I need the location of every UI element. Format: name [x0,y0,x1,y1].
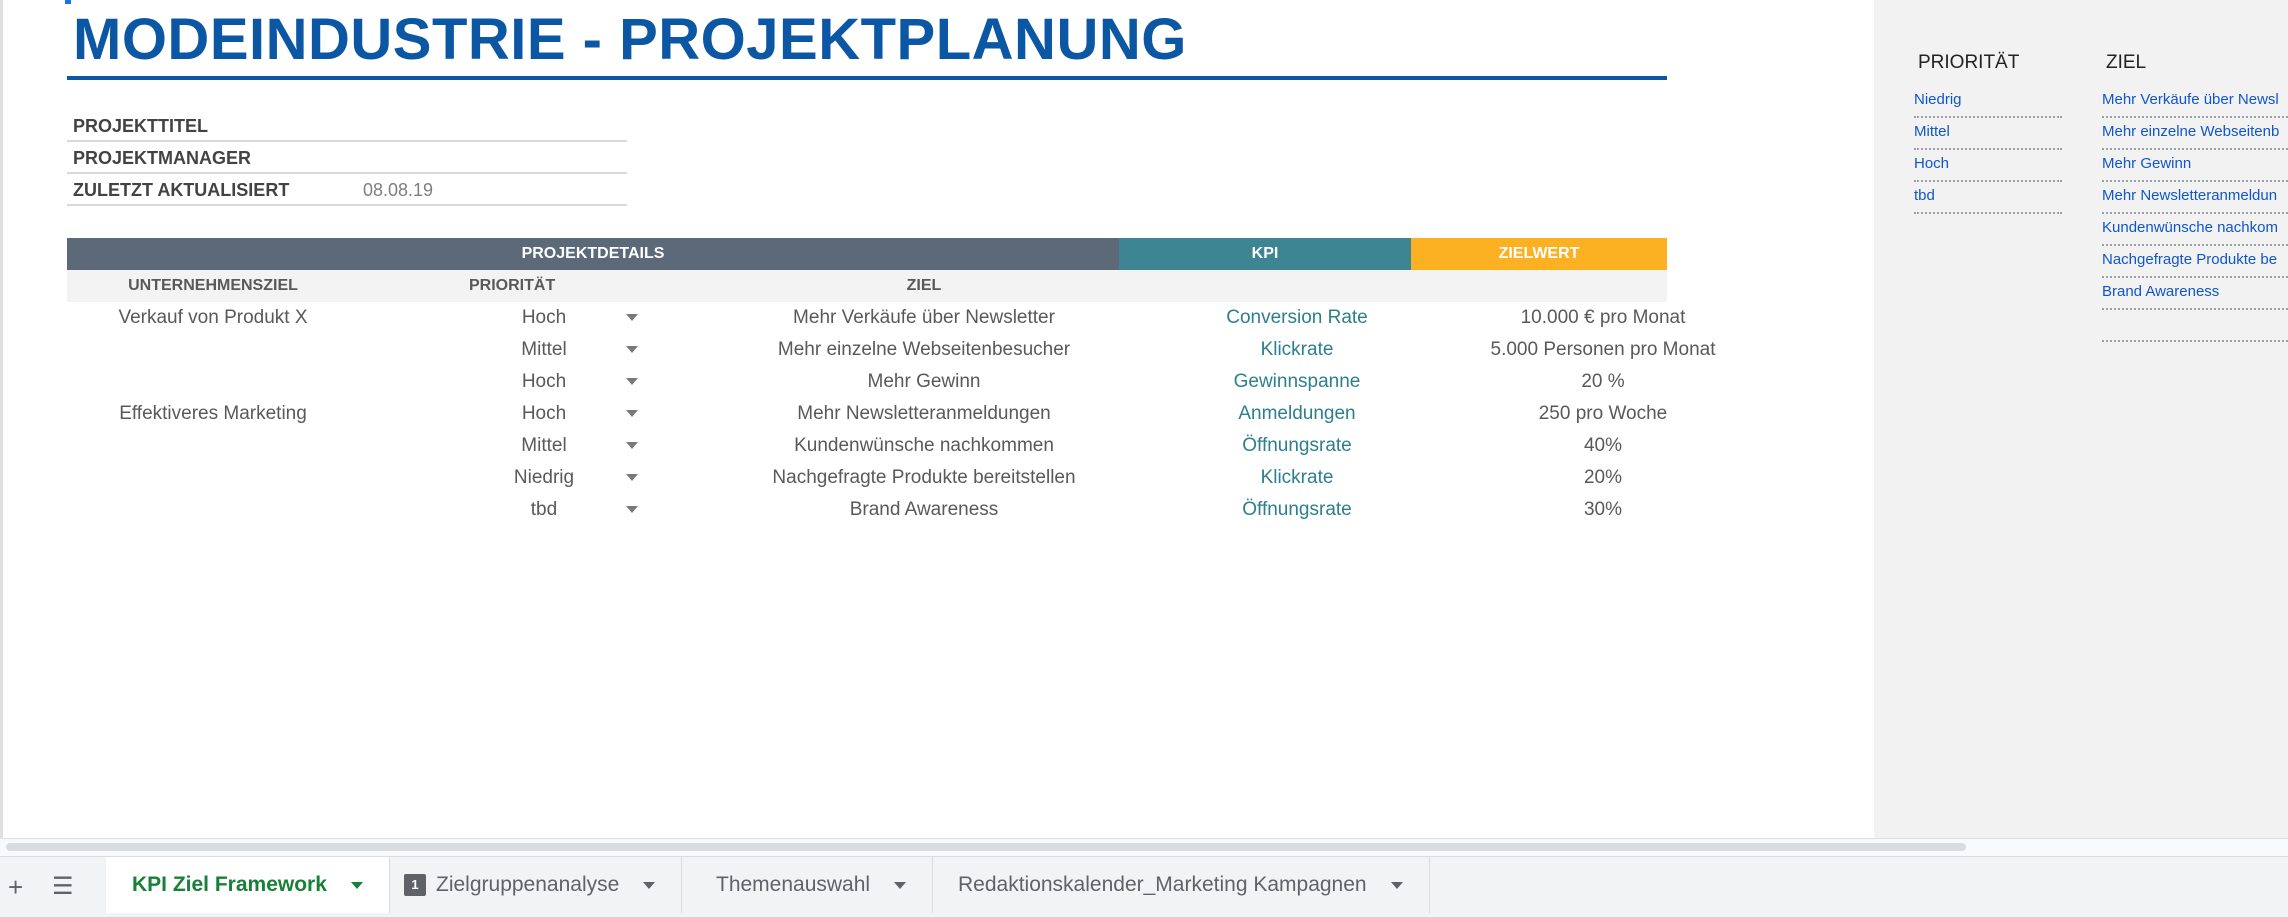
table-row[interactable] [67,430,1667,462]
cell-target[interactable]: 5.000 Personen pro Monat [1490,339,1716,360]
side-ziel-item[interactable]: Nachgefragte Produkte be [2102,246,2288,278]
cell-kpi[interactable]: Klickrate [1260,339,1334,360]
table-row[interactable] [67,334,1716,366]
info-label: ZULETZT AKTUALISIERT [73,180,290,200]
cell-goal[interactable]: Effektiveres Marketing [119,403,307,424]
column-header-ziel: ZIEL [906,277,942,294]
cell-kpi[interactable]: Öffnungsrate [1242,499,1352,520]
chevron-down-icon[interactable] [351,882,363,889]
cell-goal[interactable]: Verkauf von Produkt X [118,307,308,328]
info-value[interactable]: 08.08.19 [363,180,434,200]
table-row[interactable] [67,366,1667,398]
side-header-ziel: ZIEL [2106,52,2147,73]
title-underline [67,76,1667,80]
side-ziel-item[interactable]: Kundenwünsche nachkom [2102,214,2288,246]
tab-redaktionskalender[interactable] [932,857,1430,913]
band-kpi: KPI [1119,238,1411,270]
dropdown-arrow-icon[interactable] [597,430,667,462]
cell-priority[interactable]: Mittel [521,339,567,360]
cell-target[interactable]: 40% [1583,435,1623,456]
table-row[interactable] [67,398,1667,430]
tab-label: KPI Ziel Framework [132,873,327,896]
dropdown-arrow-icon[interactable] [597,398,667,430]
cell-priority[interactable]: Mittel [521,435,567,456]
cell-ziel[interactable]: Brand Awareness [849,499,999,520]
all-sheets-icon[interactable]: ☰ [52,873,74,900]
add-sheet-icon[interactable]: + [8,872,24,902]
table-row[interactable] [67,462,1667,494]
cell-ziel[interactable]: Nachgefragte Produkte bereitstellen [772,467,1076,488]
cell-target[interactable]: 30% [1583,499,1623,520]
tab-label: Themenauswahl [716,873,871,896]
side-ziel-item-empty[interactable] [2102,310,2288,342]
cell-priority[interactable]: Niedrig [513,467,575,488]
lookup-side-panel [1874,0,2288,838]
side-header-prioritaet: PRIORITÄT [1918,52,2020,73]
side-ziel-item[interactable]: Mehr einzelne Webseitenb [2102,118,2288,150]
cell-target[interactable]: 250 pro Woche [1538,403,1668,424]
cell-goal[interactable] [67,334,359,366]
cell-ziel[interactable]: Kundenwünsche nachkommen [794,435,1054,456]
cell-goal[interactable] [67,430,359,462]
cell-priority[interactable]: Hoch [521,307,567,328]
table-row[interactable] [67,494,1667,526]
cell-ziel[interactable]: Mehr Gewinn [867,371,981,392]
column-header-prioritaet: PRIORITÄT [469,277,556,294]
tab-label: Zielgruppenanalyse [436,873,620,896]
cell-ziel[interactable]: Mehr einzelne Webseitenbesucher [777,339,1071,360]
side-ziel-item[interactable]: Mehr Gewinn [2102,150,2288,182]
side-priority-item[interactable]: Niedrig [1914,86,2062,118]
chevron-down-icon[interactable] [1391,882,1403,889]
cell-kpi[interactable]: Klickrate [1260,467,1334,488]
tab-label: Redaktionskalender_Marketing Kampagnen [958,873,1367,896]
info-label: PROJEKTTITEL [73,116,209,136]
dropdown-arrow-icon[interactable] [597,366,667,398]
cell-priority[interactable]: tbd [530,499,558,520]
page-title: MODEINDUSTRIE - PROJEKTPLANUNG [73,7,1187,72]
table-row[interactable] [67,302,1686,334]
info-label: PROJEKTMANAGER [73,148,252,168]
info-row-projekttitel[interactable] [67,110,627,142]
horizontal-scrollbar-thumb[interactable] [6,843,1966,851]
dropdown-arrow-icon[interactable] [597,462,667,494]
cell-priority[interactable]: Hoch [521,403,567,424]
band-zielwert: ZIELWERT [1411,238,1667,270]
cell-priority[interactable]: Hoch [521,371,567,392]
side-ziel-item[interactable]: Brand Awareness [2102,278,2288,310]
cell-target[interactable]: 20 % [1581,371,1625,392]
column-header-unternehmensziel: UNTERNEHMENSZIEL [128,277,298,294]
chevron-down-icon[interactable] [643,882,655,889]
dropdown-arrow-icon[interactable] [597,302,667,334]
cell-selection-marker [65,0,71,4]
tab-kpi-ziel-framework[interactable] [106,857,390,913]
side-ziel-item[interactable]: Mehr Verkäufe über Newsl [2102,86,2288,118]
cell-ziel[interactable]: Mehr Newsletteranmeldungen [797,403,1051,424]
side-ziel-item[interactable]: Mehr Newsletteranmeldun [2102,182,2288,214]
sheet-tab-bar [0,856,2288,917]
cell-ziel[interactable]: Mehr Verkäufe über Newsletter [793,307,1055,328]
info-row-projektmanager[interactable] [67,142,627,174]
info-row-zuletzt-aktualisiert[interactable] [67,174,627,206]
side-priority-item[interactable]: Hoch [1914,150,2062,182]
column-header-row [67,270,1667,302]
comment-badge-icon: 1 [404,874,426,896]
cell-target[interactable]: 10.000 € pro Monat [1520,307,1686,328]
dropdown-arrow-icon[interactable] [597,334,667,366]
cell-kpi[interactable]: Gewinnspanne [1233,371,1361,392]
side-priority-item[interactable]: Mittel [1914,118,2062,150]
cell-goal[interactable] [67,462,359,494]
chevron-down-icon[interactable] [894,882,906,889]
cell-goal[interactable] [67,494,359,526]
side-priority-item[interactable]: tbd [1914,182,2062,214]
cell-goal[interactable] [67,366,359,398]
tab-zielgruppenanalyse[interactable] [378,857,682,913]
cell-kpi[interactable]: Conversion Rate [1226,307,1368,328]
dropdown-arrow-icon[interactable] [597,494,667,526]
tab-themenauswahl[interactable] [690,857,933,913]
cell-target[interactable]: 20% [1583,467,1623,488]
cell-kpi[interactable]: Anmeldungen [1238,403,1356,424]
band-projektdetails: PROJEKTDETAILS [67,238,1119,270]
cell-kpi[interactable]: Öffnungsrate [1242,435,1352,456]
